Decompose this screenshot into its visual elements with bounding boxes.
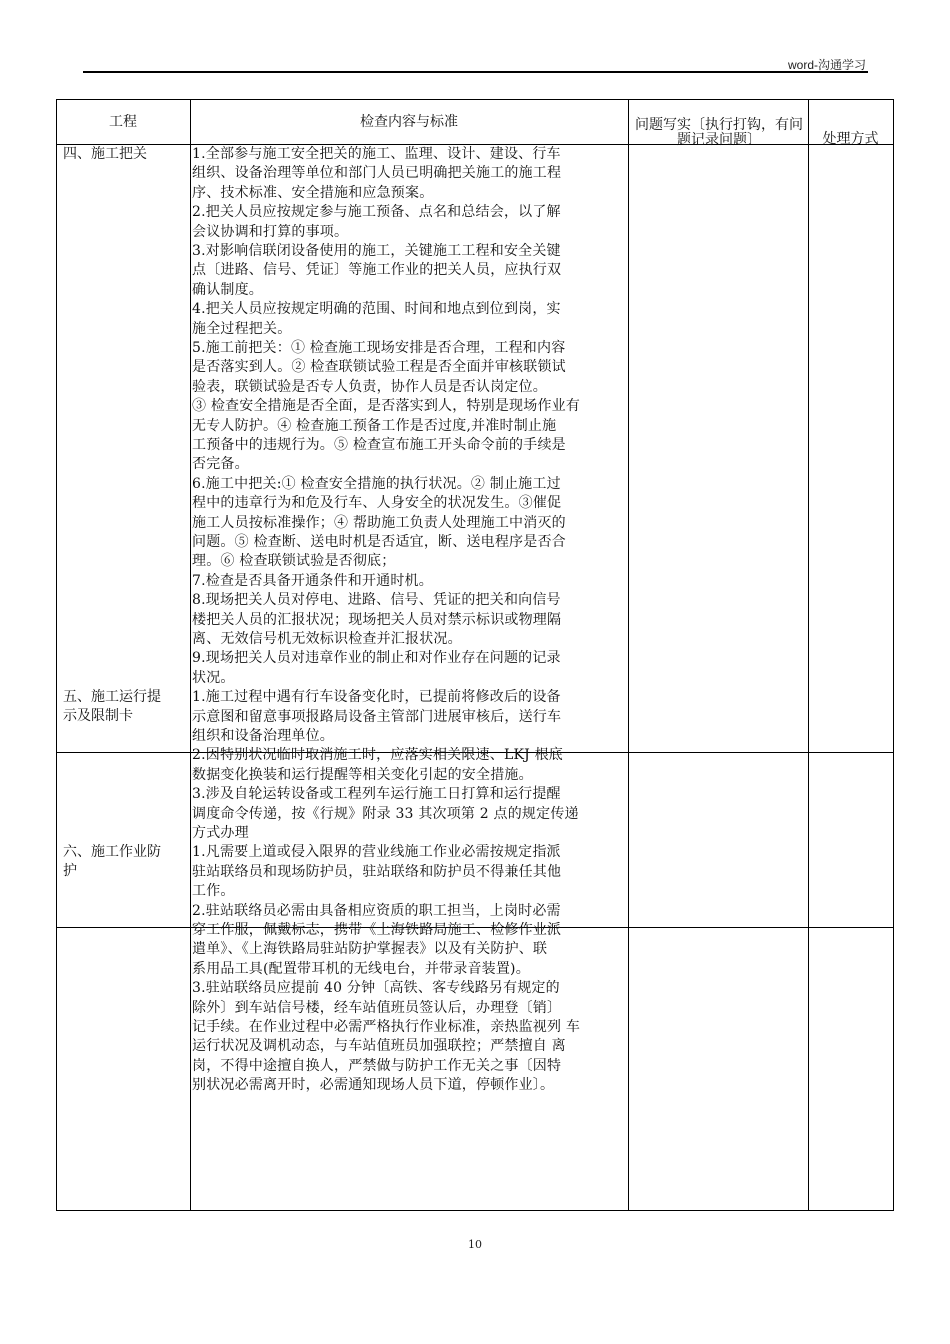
content-line: 遣单》、《上海铁路局驻站防护掌握表》以及有关防护、联 [192,941,548,958]
content-line: 4.把关人员应按规定明确的范围、时间和地点到位到岗，实 [192,301,561,318]
content-line: 8.现场把关人员对停电、进路、信号、凭证的把关和向信号 [192,592,561,609]
content-line: 会议协调和打算的事项。 [192,223,349,240]
content-line: 6.施工中把关:① 检查安全措施的执行状况。② 制止施工过 [192,475,561,492]
content-line: 1.全部参与施工安全把关的施工、监理、设计、建设、行车 [192,146,561,162]
content-line: 确认制度。 [192,281,263,298]
content-line: 2.因特别状况临时取消施工时，应落实相关限速、LKJ 根底 [192,747,563,764]
content-line: 3.对影响信联闭设备使用的施工，关键施工工程和安全关键 [192,243,561,259]
page-number: 10 [468,1238,482,1251]
header-rule [83,71,868,73]
content-line: 验表，联锁试验是否专人负责，协作人员是否认岗定位。 [192,378,547,395]
content-line: 1.施工过程中遇有行车设备变化时，已提前将修改后的设备 [192,689,561,706]
content-line: 方式办理 [192,825,249,841]
content-line: 3.涉及自轮运转设备或工程列车运行施工日打算和运行提醒 [192,786,561,803]
content-line: 3.驻站联络员应提前 40 分钟〔高铁、客专线路另有规定的 [192,980,560,997]
column-header-handling: 处理方式 [822,131,879,147]
content-line: 驻站联络员和现场防护员，驻站联络和防护员不得兼任其他 [192,863,562,880]
content-line: 5.施工前把关：① 检查施工现场安排是否合理，工程和内容 [192,340,566,356]
table-divider-col3 [808,99,809,1211]
column-header-findings: 问题写实〔执行打钩，有问题记录问题〕 [635,117,803,148]
section-label-protection-line-1: 六、施工作业防 [63,844,161,860]
content-line: 是否落实到人。② 检查联锁试验工程是否全面并审核联锁试 [192,359,566,376]
table-border-bottom [56,1210,894,1211]
content-line: 工作。 [192,883,235,900]
table-border-left [56,99,57,1211]
content-line: 状况。 [192,669,235,686]
content-line: 岗，不得中途擅自换人，严禁做与防护工作无关之事〔因特 [192,1057,562,1074]
section-label-run-notice-line-2: 示及限制卡 [63,708,133,724]
column-header-content: 检查内容与标准 [360,114,458,130]
content-line: ③ 检查安全措施是否全面，是否落实到人，特别是现场作业有 [192,398,581,415]
content-line: 调度命令传递，按《行规》附录 33 其次项第 2 点的规定传递 [192,805,579,822]
content-line: 理。⑥ 检查联锁试验是否彻底； [192,553,396,570]
content-line: 离、无效信号机无效标识检查并汇报状况。 [192,631,462,647]
content-line: 施工人员按标准操作；④ 帮助施工负责人处理施工中消灭的 [192,514,566,531]
content-line: 工预备中的违规行为。⑤ 检查宣布施工开头命令前的手续是 [192,437,566,453]
content-line: 2.把关人员应按规定参与施工预备、点名和总结会，以了解 [192,204,561,221]
content-line: 施全过程把关。 [192,320,292,337]
content-line: 穿工作服，佩戴标志，携带《上海铁路局施工、检修作业派 [192,922,562,938]
content-line: 2.驻站联络员必需由具备相应资质的职工担当，上岗时必需 [192,902,561,919]
table-border-top [56,99,894,100]
content-line: 运行状况及调机动态，与车站值班员加强联控；严禁擅自 离 [192,1038,566,1055]
content-line: 示意图和留意事项报路局设备主管部门进展审核后，送行车 [192,708,562,725]
content-line: 序、技术标准、安全措施和应急预案。 [192,184,434,201]
content-line: 问题。⑤ 检查断、送电时机是否适宜，断、送电程序是否合 [192,534,566,550]
table-border-right [893,99,894,1211]
content-line: 组织和设备治理单位。 [192,728,334,744]
table-divider-col1 [190,99,191,1211]
content-line: 否完备。 [192,456,249,473]
content-line: 记手续。在作业过程中必需严格执行作业标准，亲热监视列 车 [192,1019,581,1035]
content-line: 7.检查是否具备开通条件和开通时机。 [192,572,433,589]
content-line: 无专人防护。④ 检查施工预备工作是否过度,并准时制止施 [192,417,557,434]
section-label-construction-check: 四、施工把关 [63,146,147,162]
content-line: 除外〕到车站信号楼，经车站值班员签认后，办理登〔销〕 [192,999,562,1016]
content-line: 数据变化换装和运行提醒等相关变化引起的安全措施。 [192,766,533,783]
content-line: 1.凡需要上道或侵入限界的营业线施工作业必需按规定指派 [192,844,561,861]
page-header-text: word-沟通学习 [787,58,866,72]
content-line: 点〔进路、信号、凭证〕等施工作业的把关人员，应执行双 [192,262,562,279]
section-label-run-notice-line-1: 五、施工运行提 [63,689,161,705]
content-line: 组织、设备治理等单位和部门人员已明确把关施工的施工程 [192,165,562,182]
content-line: 楼把关人员的汇报状况；现场把关人员对禁示标识或物理隔 [192,611,562,628]
column-header-project: 工程 [109,114,137,130]
content-line: 9.现场把关人员对违章作业的制止和对作业存在问题的记录 [192,650,561,667]
content-line: 程中的违章行为和危及行车、人身安全的状况发生。③催促 [192,495,562,512]
content-line: 别状况必需离开时，必需通知现场人员下道，停顿作业〕。 [192,1077,555,1094]
section-label-protection-line-2: 护 [63,863,77,879]
content-line: 系用品工具(配置带耳机的无线电台，并带录音装置)。 [192,960,530,977]
